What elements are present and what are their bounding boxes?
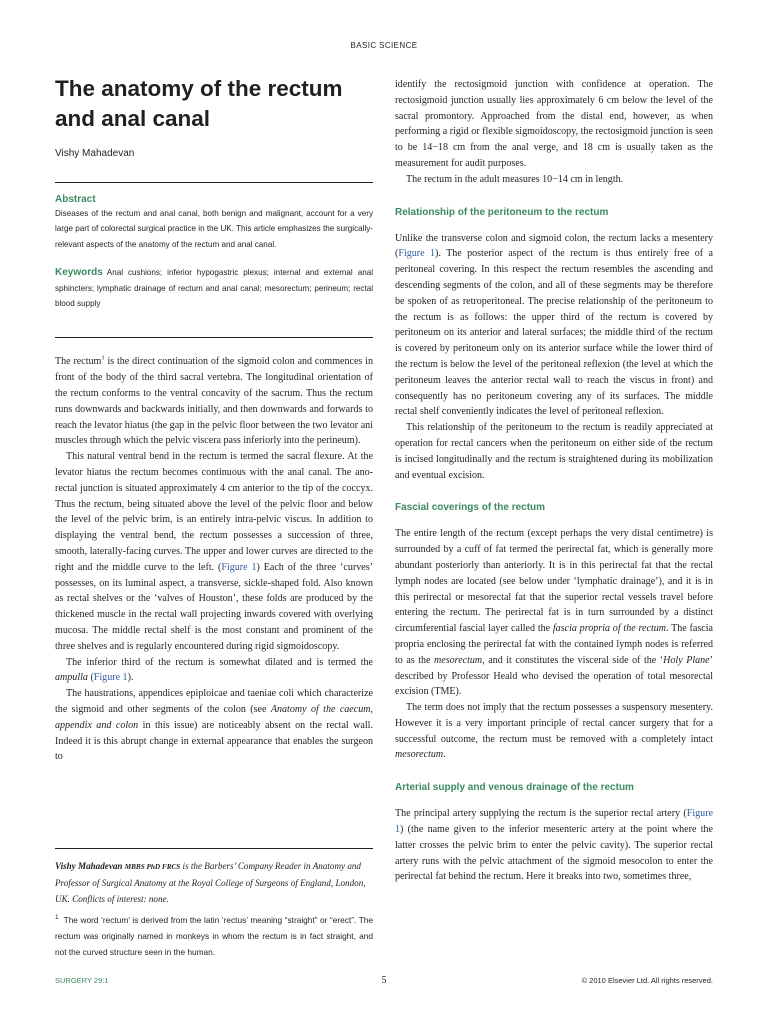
body-paragraph: The haustrations, appendices epiploicae and taeniae coli which characterize the sigmoid and other segments of the colon (see Anatomy of the caecum, appendix and colon in this issue) are noticeably absent on the rectal wall. Indeed it is this abrupt change in external appearance that enables the surgeon to [55,688,374,763]
body-paragraph: identify the rectosigmoid junction with confidence at operation. The rectosigmoid junction usually lies approximately 6 cm below the level of the sacral promontory. Approached from the distal end, however, as when performing a rigid or flexible sigmoidoscopy, the rectosigmoid junction is seen to be 14−18 cm from the anal verge, and 18 cm is usually taken as the measurement for audit purposes. [395,79,713,169]
figure-link[interactable]: Figure 1 [395,808,713,836]
body-paragraph: The principal artery supplying the rectum is the superior rectal artery (Figure 1) (the name given to the inferior mesenteric artery at the point where the latter crosses the pelvic brim to enter the pelvic cavity). The superior rectal artery runs with the pelvic attachment of the sigmoid mesocolon to enter the perirectal fat behind the rectum. Here it breaks into two, sometimes three, [395,808,713,883]
copyright-notice: © 2010 Elsevier Ltd. All rights reserved. [581,976,713,985]
figure-link[interactable]: Figure 1 [398,248,436,260]
body-paragraph: The inferior third of the rectum is somewhat dilated and is termed the ampulla (Figure 1). [55,656,373,684]
keywords-label: Keywords [55,267,103,279]
footnote-marker[interactable]: 1 [101,355,105,363]
body-paragraph: The term does not imply that the rectum possesses a suspensory mesentery. However it is a very important principle of rectal cancer surgery that for a successful outcome, the rectum must be removed with a completely intact mesorectum. [395,702,713,761]
body-paragraph: The rectum$^1$ is the direct continuation of the sigmoid colon and commences in front of the body of the third sacral vertebra. The longitudinal orientation of the rectum conforms to the ventral concavity of the sacrum. Thus the rectum runs downwards and backwards initially, and then downwards and forwards to reach the levator hiatus (the gap in the pelvic floor between the two levator ani muscles through which the pelvic viscera pass inferiorly into the perineum). [55,355,373,447]
left-column [55,74,373,765]
footnote-rule [55,848,373,849]
body-paragraph: The entire length of the rectum (except perhaps the very distal centimetre) is surrounded by a cuff of fat termed the perirectal fat, which is generally more abundant posteriorly than anteriorly. It is in this perirectal fat that the rectal lymph nodes are located (see below under ‘lymphatic drainage’), and it is in this perirectal or mesorectal fat that the superior rectal vessels travel before entering the rectum. The perirectal fat is in turn surrounded by a distinct circumferential fascial layer called the fascia propria of the rectum. The fascia propria enclosing the perirectal fat with the contained lymph nodes is referred to as the mesorectum, and it constitutes the visceral side of the ‘Holy Plane’ described by Professor Heald who devised the operation of total mesorectal excision (TME). [395,528,713,698]
abstract-text: Diseases of the rectum and anal canal, both benign and malignant, account for a very large part of colorectal surgical practice in the UK. This article emphasizes the surgically-relevant aspects of the anatomy of the rectum and anal canal. [55,209,373,249]
section-heading: Relationship of the peritoneum to the rectum [395,206,609,218]
journal-issue: SURGERY 29:1 [55,976,109,985]
body-paragraph: This relationship of the peritoneum to the rectum is readily appreciated at operation for rectal cancers when the peritoneum on either side of the rectum is incised longitudinally and the rectum is straightened during its mobilization and eventual excision. [395,422,713,481]
section-label: BASIC SCIENCE [350,41,418,50]
page-footer [55,976,713,990]
figure-link[interactable]: Figure 1 [221,561,257,573]
abstract-top-rule [55,182,373,183]
article-title: The anatomy of the rectum and anal canal [55,76,343,131]
section-heading: Fascial coverings of the rectum [395,502,546,514]
section-heading: Arterial supply and venous drainage of the rectum [395,782,634,794]
author-name: Vishy Mahadevan [55,148,135,159]
right-column [395,77,713,885]
body-paragraph: This natural ventral bend in the rectum is termed the sacral flexure. At the levator hiatus the rectum becomes continuous with the anal canal. The ano-rectal junction is situated approximately 4 cm anterior to the tip of the coccyx. Thus the rectum, being situated above the level of the pelvic floor and below the level of the pelvic brim, is an entirely intra-pelvic viscus. In addition to displaying the ventral bend, the rectum possesses a succession of three, smooth, laterally-facing curves. The upper and lower curves are directed to the right and the middle curve to the left. (Figure 1) Each of the three ‘curves’ possesses, on its luminal aspect, a transverse, sickle-shaped fold. Also known as rectal shelves or the ‘valves of Houston’, these folds are produced by the thickened muscle in the rectal wall projecting inwards covered with overlying mucosa. The middle rectal shelf is the most constant and prominent of the three shelves and is regularly encountered during rigid sigmoidoscopy. [55,451,373,652]
abstract-bottom-rule [55,337,373,338]
keywords [55,265,373,311]
abstract-heading: Abstract [55,194,96,205]
left-body-text [55,354,373,765]
footnote-1: $^1$ The word ‘rectum’ is derived from the latin ‘rectus’ meaning “straight” or “erect”. The rectum was originally named in monkeys in whom the rectum is in fact straight, and not the curved structure seen in the human. [55,913,373,957]
keywords-list: Anal cushions; inferior hypogastric plexus; internal and external anal sphincters; lymphatic drainage of rectum and anal canal; mesorectum; perineum; rectal blood supply [55,268,373,309]
body-paragraph: The rectum in the adult measures 10−14 cm in length. [406,173,624,185]
figure-link[interactable]: Figure 1 [93,672,128,684]
body-paragraph: Unlike the transverse colon and sigmoid colon, the rectum lacks a mesentery (Figure 1). The posterior aspect of the rectum is thus entirely free of a peritoneal covering. In this respect the rectum resembles the ascending and descending segments of the colon, and all of these segments may be therefore be spoken of as retroperitoneal. The precise relationship of the peritoneum to the rectum is as follows: the upper third of the rectum is covered by peritoneum on its anterior and lateral surfaces; the middle third of the rectum is covered by peritoneum only on its anterior surface while the lower third of the rectum is below the level of the peritoneal reflexion (the level at which the peritoneum leaves the anterior rectal wall to reach the viscus in front) and consequently has no peritoneum covering any of its surfaces. The middle rectal shelf conveniently indicates the level of peritoneal reflexion. [395,232,713,418]
author-affiliation: Vishy Mahadevan MBBS PhD FRCS is the Barbers’ Company Reader in Anatomy and Professor of Surgical Anatomy at the Royal College of Surgeons of England, London, UK. Conflicts of interest: none. [55,861,366,905]
page-number: 5 [381,975,387,986]
footnotes [55,848,373,960]
